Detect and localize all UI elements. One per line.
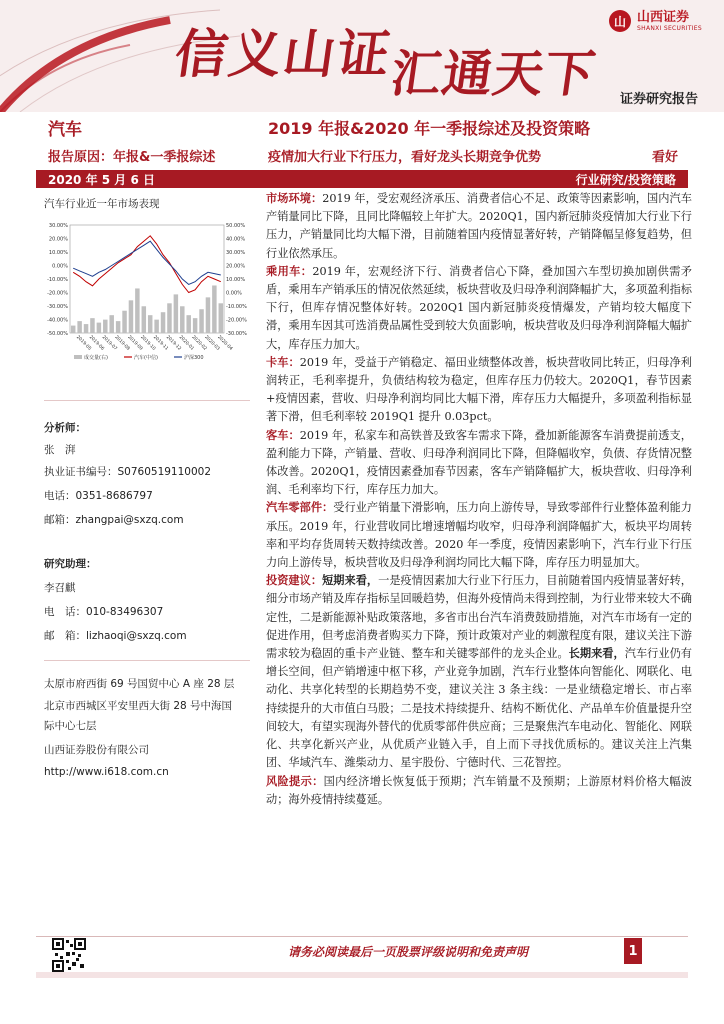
section-text: 一是疫情因素加大行业下行压力，目前随着国内疫情显著好转，细分市场产销及库存指标呈回暖趋势，但海外疫情尚未得到控制，为行业带来较大不确定性，二是新能源补贴政策落地，多省市出台汽车消费鼓励措施，对汽车市场有一定的促进作用，但考虑消费者购买力下降，预计政策对产业的刺激程度有限，建议关注下游需求较为稳固的重卡产业链、整车和关键零部件的龙头企业。 [266,574,692,661]
analyst-cert: 执业证书编号：S0760519110002 [44,466,212,478]
volume-bar [154,320,158,333]
volume-bar [180,306,184,333]
report-date: 2020 年 5 月 6 日 [48,173,155,187]
company-website[interactable]: http://www.i618.com.cn [44,766,169,778]
section-investment [266,572,692,772]
report-body [266,190,692,809]
volume-bar [84,324,88,333]
page-number: 1 [624,938,642,964]
x-tick-label: 2020-02 [190,334,208,352]
volume-bar [193,318,197,333]
y-left-tick-label: 0.00% [52,263,68,270]
logo-name-en: SHANXI SECURITIES [637,24,702,32]
divider [44,660,250,661]
section-keyword: 乘用车： [266,264,313,278]
section-keyword: 汽车零部件： [266,501,334,515]
volume-bar [103,320,107,333]
y-right-tick-label: -10.00% [226,304,247,310]
x-tick-label: 2019-12 [164,334,182,352]
y-right-tick-label: 30.00% [226,250,246,256]
volume-bar [199,309,203,333]
section-text: 受行业产销量下滑影响，压力向上游传导，导致零部件行业整体盈利能力承压。2019 年，行业营收同比增速增幅均收窄，归母净利润降幅扩大，板块平均周转率和平均存货周转天数持续改善。2020 年一季度，疫情因素影响下，汽车行业下行压力向上游传导，板块营收及归母净利润均同比大幅下降，库存压力明显加大。 [266,501,692,570]
logo-name: 山西证券 [637,9,690,25]
section-keyword: 客车： [266,428,300,442]
section-keyword: 市场环境： [266,192,323,205]
volume-bar [174,294,178,333]
report-subtitle: 疫情加大行业下行压力，看好龙头长期竞争优势 [268,150,542,165]
y-left-tick-label: -40.00% [47,317,68,324]
section-text: 2019 年，宏观经济下行、消费者信心下降，叠加国六车型切换加剧供需矛盾，乘用车产销承压的情况依然延续，板块营收及归母净利润降幅扩大，多项盈利指标下行，但库存情况整体好转。2020Q1 国内新冠肺炎疫情爆发，产销均较大幅度下滑，乘用车因其可选消费品属性受到较大负面影响，板块营收及归母净利润降幅大幅扩大，库存压力加大。 [266,264,692,351]
x-tick-label: 2019-08 [113,334,131,352]
qr-code-icon[interactable] [52,938,86,972]
x-tick-label: 2019-10 [139,334,157,352]
legend-label: 汽车(中信) [134,355,158,361]
volume-bar [77,321,81,333]
x-tick-label: 2020-03 [203,334,221,352]
y-left-tick-label: -10.00% [47,277,68,283]
section-bus [266,427,692,500]
y-left-tick-label: 30.00% [48,223,68,229]
address-line: 北京市西城区平安里西大街 28 号中海国 [44,700,233,712]
logo-icon: 山 [609,10,631,32]
y-right-tick-label: -20.00% [226,317,247,324]
volume-bar [90,318,94,333]
volume-bar [212,285,216,333]
legend-swatch [74,355,82,359]
market-performance-chart [42,215,252,365]
y-right-tick-label: -30.00% [226,331,247,337]
section-keyword: 风险提示： [266,774,324,788]
report-type: 证券研究报告 [619,92,698,107]
section-risk [266,773,692,809]
legend-label: 成交量(右) [84,355,108,361]
section-text: 2019 年，私家车和高铁普及致客车需求下降，叠加新能源客车消费提前透支，盈利能力下降，产销量、营收、归母净利润同比下降，但降幅收窄，负债、存货情况整体改善。2020Q1，疫情因素叠加春节因素，客车产销降幅扩大，板块营收、归母净利润、毛利率均下行，库存压力加大。 [266,428,692,497]
report-reason: 报告原因：年报&一季报综述 [48,150,216,165]
volume-bar [186,315,190,333]
volume-bar [71,326,75,333]
section-text: 汽车行业仍有增长空间，但产销增速中枢下移，产业竞争加剧，汽车行业整体向智能化、网联化、电动化、共享化转型的长期趋势不变，建议关注 3 条主线：一是业绩稳定增长、市占率持续提升的大市值白马股；二是技术持续提升、结构不断优化、产品单车价值量提升空间较大，有望实现海外替代的优质零部件供应商；三是聚焦汽车电动化、智能化、网联化、共享化新兴产业，从优质产业链入手，自上而下寻找优质标的。建议关注上汽集团、华域汽车、潍柴动力、星宇股份、宁德时代、三花智控。 [266,647,692,770]
analyst-label: 分析师： [44,422,86,434]
section-text: 2019 年，受益于产销稳定、福田业绩整体改善，板块营收同比转正，归母净利润转正，毛利率提升，负债结构较为稳定，但库存压力仍较大。2020Q1，春节因素+疫情因素，营收、归母净利润均同比大幅下滑，库存压力大幅提升，多项盈利指标显著下滑，但毛利率较 2019Q1 提升 0.03pct。 [266,355,692,424]
industry-rating: 看好 [651,150,678,165]
address-line: 太原市府西街 69 号国贸中心 A 座 28 层 [44,678,235,690]
footer-disclaimer: 请务必阅读最后一页股票评级说明和免责声明 [288,945,529,959]
y-right-tick-label: 40.00% [226,236,246,243]
section-keyword: 卡车： [266,355,300,369]
y-right-tick-label: 50.00% [226,223,246,229]
volume-bar [206,297,210,333]
report-title: 2019 年报&2020 年一季报综述及投资策略 [268,119,591,138]
volume-bar [122,311,126,333]
analyst-email[interactable]: 邮箱：zhangpai@sxzq.com [44,514,184,526]
volume-bar [135,288,139,333]
section-market [266,190,692,263]
footer-divider [36,936,688,937]
address-line: 际中心七层 [44,720,97,732]
banner-slogan-secondary: 汇通天下 [387,44,600,103]
analyst-name: 张 湃 [44,444,76,456]
y-left-tick-label: 20.00% [48,236,68,243]
header-banner [0,0,724,112]
x-tick-label: 2019-05 [75,334,92,352]
industry-label: 汽车 [48,120,82,140]
y-right-tick-label: 10.00% [226,277,246,283]
x-tick-label: 2020-01 [177,334,195,352]
section-truck [266,354,692,427]
y-left-tick-label: -20.00% [47,290,68,297]
analyst-phone: 电话：0351-8686797 [44,490,153,502]
legend-label: 沪深300 [184,355,204,361]
volume-bar [167,303,171,333]
volume-bar [142,306,146,333]
volume-bar [116,321,120,333]
x-tick-label: 2019-06 [87,334,105,352]
volume-bar [129,300,133,333]
volume-bar [161,312,165,333]
x-tick-label: 2020-04 [216,334,234,352]
assistant-name: 李召麒 [44,582,76,594]
report-category: 行业研究/投资策略 [575,173,676,187]
banner-slogan: 信义山证 [171,24,396,85]
y-left-tick-label: -30.00% [47,304,68,310]
section-keyword: 投资建议： [266,574,323,588]
chart-title: 汽车行业近一年市场表现 [44,198,160,210]
short-term-lead: 短期来看， [322,574,379,588]
volume-bar [148,315,152,333]
volume-bar [219,303,223,333]
long-term-lead: 长期来看， [568,647,625,661]
section-text: 2019 年，受宏观经济承压、消费者信心不足、政策等因素影响，国内汽车产销量同比下降，且同比降幅较上年扩大。2020Q1，国内新冠肺炎疫情加大行业下行压力，产销量同比均大幅下滑，目前随着国内疫情显著好转，产销降幅呈修复趋势，但行业依然承压。 [266,192,692,260]
section-passenger-car [266,263,692,354]
assistant-label: 研究助理： [44,558,97,570]
footer-bar [36,972,688,978]
volume-bar [97,323,101,333]
volume-bar [109,315,113,333]
assistant-phone: 电 话：010-83496307 [44,606,164,618]
x-tick-label: 2019-07 [100,334,118,352]
divider [44,400,250,401]
company-logo [609,10,702,32]
x-tick-label: 2019-09 [126,334,144,352]
company-name: 山西证券股份有限公司 [44,744,149,756]
y-right-tick-label: 20.00% [226,263,246,270]
y-left-tick-label: -50.00% [47,331,68,337]
assistant-email[interactable]: 邮 箱：lizhaoqi@sxzq.com [44,630,187,642]
section-parts [266,499,692,572]
y-left-tick-label: 10.00% [48,250,68,256]
y-right-tick-label: 0.00% [226,290,242,297]
x-tick-label: 2019-11 [152,334,169,352]
section-text: 国内经济增长恢复低于预期；汽车销量不及预期；上游原材料价格大幅波动；海外疫情持续蔓延。 [266,774,692,806]
